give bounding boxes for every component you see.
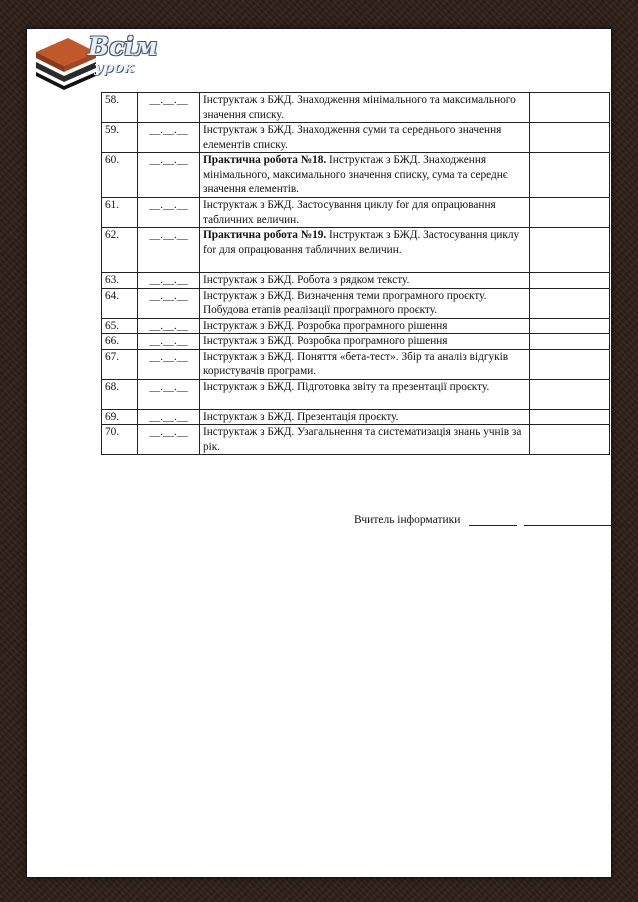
lesson-topic [200, 228, 530, 273]
signature-label: Вчитель інформатики [354, 514, 461, 526]
lesson-number: 60. [102, 153, 138, 198]
lesson-date: __.__.__ [138, 425, 200, 455]
lesson-topic [200, 288, 530, 318]
lesson-topic [200, 318, 530, 334]
lesson-number: 65. [102, 318, 138, 334]
table-row [102, 198, 610, 228]
table-row [102, 379, 610, 409]
lesson-topic-text: Інструктаж з БЖД. Поняття «бета-тест». Збір та аналіз відгуків користувачів програми. [203, 350, 509, 377]
signature-line [469, 513, 517, 526]
lesson-topic-bold: Практична робота №18. [203, 154, 327, 166]
lesson-note [530, 288, 610, 318]
lesson-date: __.__.__ [138, 334, 200, 350]
lesson-date: __.__.__ [138, 379, 200, 409]
table-row [102, 288, 610, 318]
lesson-note [530, 198, 610, 228]
lesson-date: __.__.__ [138, 318, 200, 334]
lesson-note [530, 379, 610, 409]
lesson-topic-text: Інструктаж з БЖД. Застосування циклу for для опрацювання табличних величин. [203, 199, 496, 226]
lesson-date: __.__.__ [138, 349, 200, 379]
lesson-topic-bold: Практична робота №19. [203, 229, 327, 241]
lesson-note [530, 123, 610, 153]
lesson-note [530, 334, 610, 350]
table-row [102, 273, 610, 289]
lesson-topic-text: Інструктаж з БЖД. Знаходження мінімального, максимального значення списку, сума та середнє значення елементів. [203, 154, 508, 195]
table-row [102, 228, 610, 273]
lesson-number: 66. [102, 334, 138, 350]
lesson-note [530, 273, 610, 289]
lesson-note [530, 228, 610, 273]
lesson-date: __.__.__ [138, 198, 200, 228]
lesson-topic [200, 273, 530, 289]
lesson-topic-text: Інструктаж з БЖД. Підготовка звіту та презентації проєкту. [203, 380, 490, 393]
table-row [102, 425, 610, 455]
lesson-topic [200, 123, 530, 153]
lesson-note [530, 153, 610, 198]
lesson-topic-text: Інструктаж з БЖД. Розробка програмного рішення [203, 319, 448, 332]
lesson-number: 59. [102, 123, 138, 153]
lesson-topic-text: Інструктаж з БЖД. Робота з рядком тексту. [203, 274, 410, 286]
table-row [102, 153, 610, 198]
lesson-date: __.__.__ [138, 409, 200, 425]
lesson-topic [200, 153, 530, 198]
lesson-topic-text: Інструктаж з БЖД. Застосування циклу for для опрацювання табличних величин. [203, 229, 520, 256]
document-page [26, 28, 612, 878]
lesson-date: __.__.__ [138, 93, 200, 123]
lesson-number: 64. [102, 288, 138, 318]
lesson-date: __.__.__ [138, 153, 200, 198]
lesson-topic-text: Інструктаж з БЖД. Узагальнення та систематизація знань учнів за рік. [203, 426, 522, 453]
lesson-topic [200, 93, 530, 123]
table-row [102, 349, 610, 379]
name-line [524, 513, 634, 526]
lesson-topic-text: Інструктаж з БЖД. Знаходження мінімального та максимального значення списку. [203, 94, 516, 121]
logo-subtitle: урок [94, 58, 134, 76]
lesson-number: 62. [102, 228, 138, 273]
logo-title: Всім [88, 32, 158, 61]
lesson-plan-body [102, 93, 610, 455]
table-row [102, 93, 610, 123]
lesson-note [530, 409, 610, 425]
table-row [102, 123, 610, 153]
lesson-date: __.__.__ [138, 288, 200, 318]
lesson-topic [200, 409, 530, 425]
lesson-number: 61. [102, 198, 138, 228]
lesson-date: __.__.__ [138, 123, 200, 153]
lesson-date: __.__.__ [138, 228, 200, 273]
lesson-topic [200, 379, 530, 409]
lesson-topic-text: Інструктаж з БЖД. Розробка програмного рішення [203, 335, 448, 347]
lesson-number: 70. [102, 425, 138, 455]
table-row [102, 409, 610, 425]
lesson-note [530, 93, 610, 123]
lesson-topic-text: Інструктаж з БЖД. Презентація проєкту. [203, 410, 399, 423]
site-logo[interactable] [30, 30, 160, 110]
lesson-topic-text: Інструктаж з БЖД. Визначення теми програмного проєкту. Побудова етапів реалізації програмного проєкту. [203, 289, 487, 316]
lesson-number: 68. [102, 379, 138, 409]
lesson-date: __.__.__ [138, 273, 200, 289]
lesson-note [530, 349, 610, 379]
lesson-topic [200, 334, 530, 350]
teacher-signature [354, 513, 634, 526]
lesson-number: 63. [102, 273, 138, 289]
lesson-note [530, 425, 610, 455]
lesson-number: 58. [102, 93, 138, 123]
lesson-topic [200, 349, 530, 379]
lesson-topic [200, 425, 530, 455]
lesson-note [530, 318, 610, 334]
lesson-number: 67. [102, 349, 138, 379]
table-row [102, 334, 610, 350]
table-row [102, 318, 610, 334]
lesson-topic-text: Інструктаж з БЖД. Знаходження суми та середнього значення елементів списку. [203, 124, 502, 151]
lesson-topic [200, 198, 530, 228]
lesson-plan-table [101, 92, 610, 455]
lesson-number: 69. [102, 409, 138, 425]
